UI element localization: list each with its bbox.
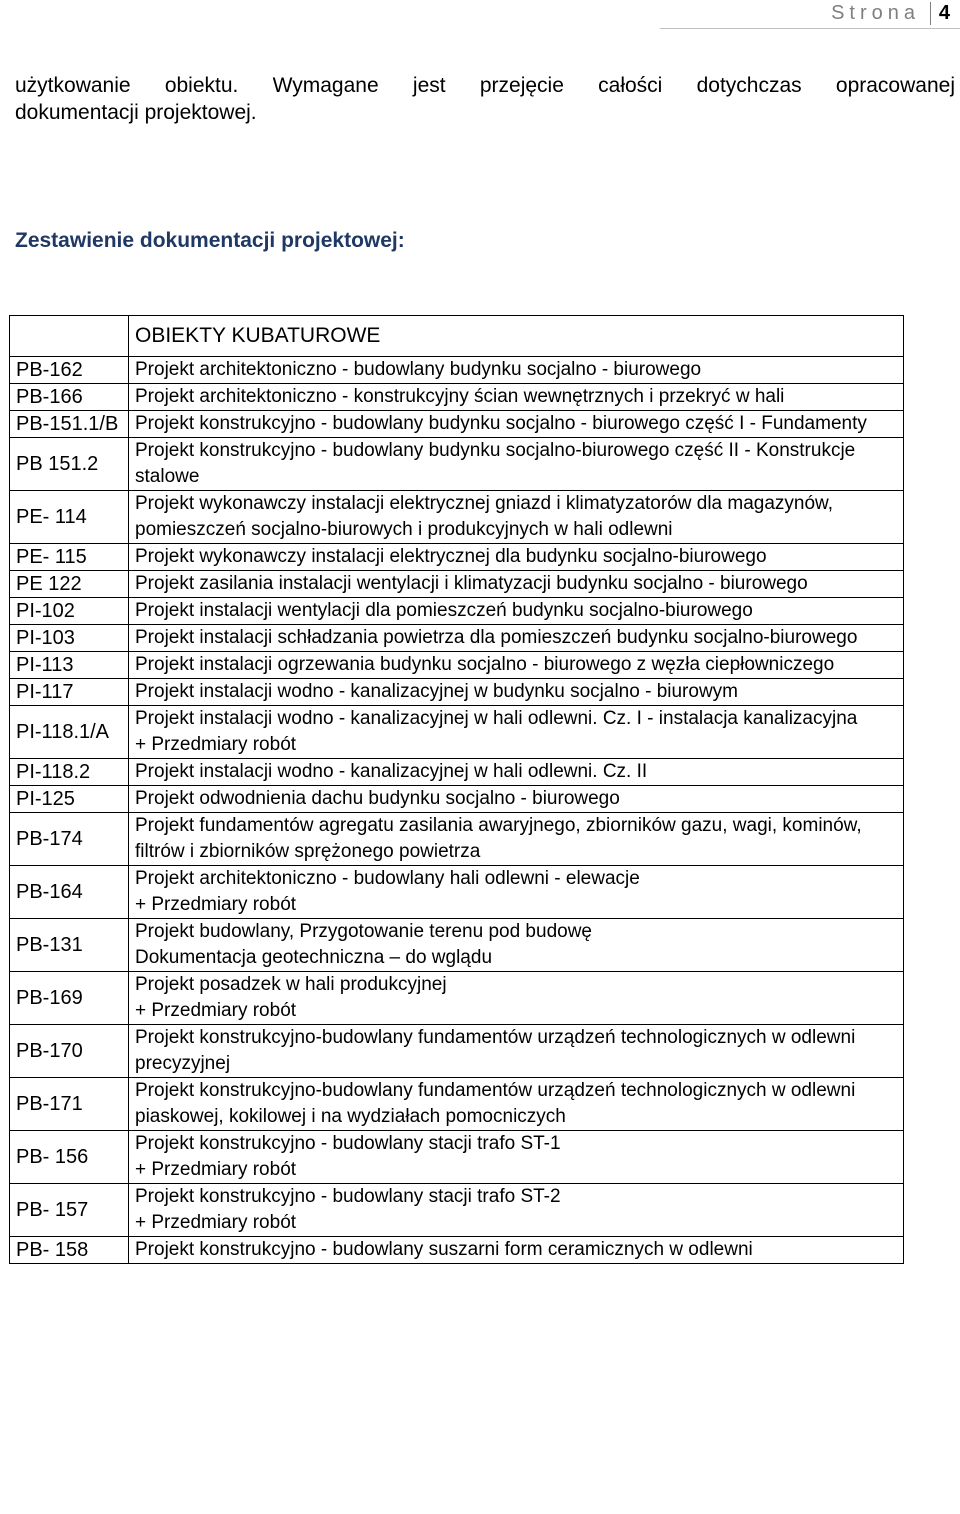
table-row [10, 919, 904, 972]
table-row [10, 786, 904, 813]
document-description: Projekt odwodnienia dachu budynku socjalno - biurowego [135, 788, 620, 809]
document-code: PB-164 [10, 866, 129, 919]
document-description-cell [129, 679, 904, 706]
document-description-cell [129, 544, 904, 571]
document-description: Projekt fundamentów agregatu zasilania awaryjnego, zbiorników gazu, wagi, kominów, filtrów i zbiorników sprężonego powietrza [135, 815, 862, 862]
document-description-cell [129, 919, 904, 972]
document-description-cell [129, 411, 904, 438]
document-description-cell [129, 598, 904, 625]
document-description-cell [129, 1184, 904, 1237]
table-row [10, 357, 904, 384]
document-code: PB-170 [10, 1025, 129, 1078]
table-row [10, 1078, 904, 1131]
table-row [10, 491, 904, 544]
document-description-cell [129, 706, 904, 759]
table-header-row [10, 316, 904, 357]
document-description-cell [129, 491, 904, 544]
document-code: PE- 115 [10, 544, 129, 571]
document-description: Projekt konstrukcyjno-budowlany fundamentów urządzeń technologicznych w odlewni precyzyjnej [135, 1027, 856, 1074]
document-code: PB- 157 [10, 1184, 129, 1237]
document-description-cell [129, 759, 904, 786]
document-description-cell [129, 652, 904, 679]
document-code: PI-102 [10, 598, 129, 625]
document-code: PB-131 [10, 919, 129, 972]
page-header [660, 0, 960, 29]
document-note: + Przedmiary robót [135, 894, 297, 915]
document-description-cell [129, 1237, 904, 1264]
document-code: PB-162 [10, 357, 129, 384]
table-row [10, 813, 904, 866]
table-row [10, 1184, 904, 1237]
intro-word: opracowanej [835, 74, 955, 97]
document-code: PB- 156 [10, 1131, 129, 1184]
document-description-cell [129, 1025, 904, 1078]
document-code: PB-166 [10, 384, 129, 411]
table-row [10, 544, 904, 571]
document-description-cell [129, 813, 904, 866]
document-note: + Przedmiary robót [135, 734, 297, 755]
section-heading: Zestawienie dokumentacji projektowej: [15, 229, 405, 252]
intro-word: dotychczas [696, 74, 802, 97]
document-code: PI-118.1/A [10, 706, 129, 759]
document-code: PB- 158 [10, 1237, 129, 1264]
document-description: Projekt budowlany, Przygotowanie terenu pod budowę [135, 921, 592, 942]
intro-line-2: dokumentacji projektowej. [15, 101, 257, 124]
document-code: PI-125 [10, 786, 129, 813]
table-row [10, 866, 904, 919]
table-row [10, 1237, 904, 1264]
document-note: + Przedmiary robót [135, 1212, 297, 1233]
document-description-cell [129, 972, 904, 1025]
document-description: Projekt konstrukcyjno - budowlany stacji trafo ST-1 [135, 1133, 561, 1154]
document-description: Projekt instalacji wodno - kanalizacyjnej w hali odlewni. Cz. II [135, 761, 648, 782]
document-description-cell [129, 384, 904, 411]
table-row [10, 438, 904, 491]
document-code: PB-169 [10, 972, 129, 1025]
intro-word: obiektu. [164, 74, 239, 97]
document-code: PB 151.2 [10, 438, 129, 491]
document-description-cell [129, 786, 904, 813]
document-description: Projekt konstrukcyjno - budowlany stacji trafo ST-2 [135, 1186, 561, 1207]
intro-word: jest [412, 74, 446, 97]
document-code: PI-113 [10, 652, 129, 679]
document-description: Projekt instalacji wentylacji dla pomieszczeń budynku socjalno-biurowego [135, 600, 753, 621]
document-description-cell [129, 1131, 904, 1184]
table-row [10, 1025, 904, 1078]
document-description: Projekt instalacji schładzania powietrza dla pomieszczeń budynku socjalno-biurowego [135, 627, 858, 648]
document-description-cell [129, 357, 904, 384]
document-description: Projekt architektoniczno - konstrukcyjny ścian wewnętrznych i przekryć w hali [135, 386, 785, 407]
document-code: PE- 114 [10, 491, 129, 544]
table-row [10, 972, 904, 1025]
document-description-cell [129, 625, 904, 652]
document-note: + Przedmiary robót [135, 1000, 297, 1021]
table-row [10, 1131, 904, 1184]
intro-paragraph [15, 72, 955, 126]
document-code: PI-118.2 [10, 759, 129, 786]
document-description-cell [129, 1078, 904, 1131]
table-row [10, 598, 904, 625]
intro-word: całości [598, 74, 663, 97]
document-description: Projekt instalacji wodno - kanalizacyjnej w budynku socjalno - biurowym [135, 681, 738, 702]
document-description: Projekt posadzek w hali produkcyjnej [135, 974, 447, 995]
document-code: PB-151.1/B [10, 411, 129, 438]
document-description-cell [129, 571, 904, 598]
document-code: PI-117 [10, 679, 129, 706]
intro-word: Wymagane [272, 74, 379, 97]
table-row [10, 625, 904, 652]
document-description: Projekt architektoniczno - budowlany budynku socjalno - biurowego [135, 359, 702, 380]
document-description: Projekt architektoniczno - budowlany hali odlewni - elewacje [135, 868, 640, 889]
table-row [10, 679, 904, 706]
document-description-cell [129, 866, 904, 919]
document-code: PE 122 [10, 571, 129, 598]
table-header: OBIEKTY KUBATUROWE [129, 316, 904, 357]
document-code: PI-103 [10, 625, 129, 652]
document-description: Projekt wykonawczy instalacji elektrycznej dla budynku socjalno-biurowego [135, 546, 767, 567]
table-row [10, 759, 904, 786]
document-description: Projekt zasilania instalacji wentylacji i klimatyzacji budynku socjalno - biurowego [135, 573, 808, 594]
table-row [10, 652, 904, 679]
table-row [10, 706, 904, 759]
document-description: Projekt wykonawczy instalacji elektrycznej gniazd i klimatyzatorów dla magazynów, pomieszczeń socjalno-biurowych i produkcyjnych w hali odlewni [135, 493, 834, 540]
header-empty-cell [10, 316, 129, 357]
document-description: Projekt konstrukcyjno - budowlany budynku socjalno - biurowego część I - Fundamenty [135, 413, 867, 434]
document-description: Projekt instalacji wodno - kanalizacyjnej w hali odlewni. Cz. I - instalacja kanalizacyjna [135, 708, 858, 729]
documentation-table [9, 315, 904, 1264]
page-label: Strona [831, 2, 920, 24]
intro-line-1 [15, 72, 955, 99]
table-row [10, 571, 904, 598]
document-code: PB-171 [10, 1078, 129, 1131]
document-description: Projekt instalacji ogrzewania budynku socjalno - biurowego z węzła ciepłowniczego [135, 654, 835, 675]
document-description: Projekt konstrukcyjno-budowlany fundamentów urządzeń technologicznych w odlewni piaskowej, kokilowej i na wydziałach pomocniczych [135, 1080, 856, 1127]
document-code: PB-174 [10, 813, 129, 866]
document-note: Dokumentacja geotechniczna – do wglądu [135, 947, 493, 968]
table-row [10, 411, 904, 438]
intro-word: użytkowanie [15, 74, 131, 97]
table-row [10, 384, 904, 411]
document-description: Projekt konstrukcyjno - budowlany suszarni form ceramicznych w odlewni [135, 1239, 753, 1260]
document-description: Projekt konstrukcyjno - budowlany budynku socjalno-biurowego część II - Konstrukcje stalowe [135, 440, 856, 487]
document-description-cell [129, 438, 904, 491]
document-note: + Przedmiary robót [135, 1159, 297, 1180]
page-number: 4 [930, 2, 950, 25]
intro-word: przejęcie [479, 74, 564, 97]
